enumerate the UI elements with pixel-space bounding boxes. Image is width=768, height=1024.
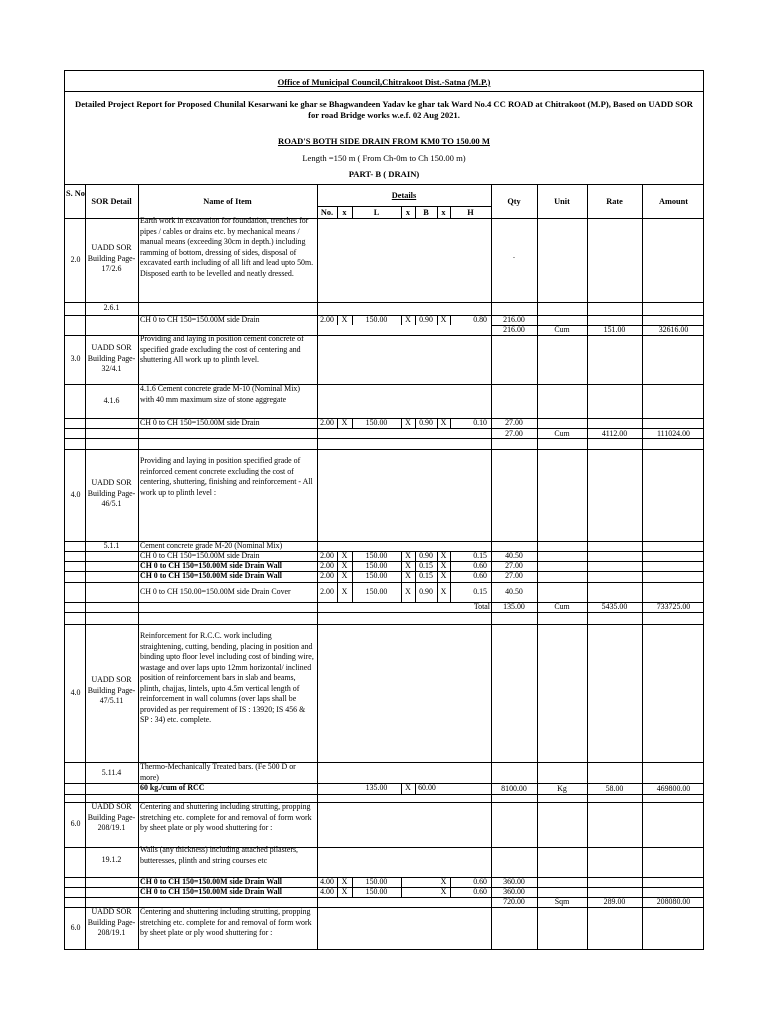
amount: 111024.00 — [657, 429, 690, 438]
measurement-line: CH 0 to CH 150=150.00M side Drain — [140, 551, 260, 560]
measure-no: 2.00 — [320, 571, 334, 580]
sor-reference: UADD SOR Building Page-208/19.1 — [87, 907, 136, 937]
measure-b: 0.90 — [419, 587, 433, 596]
stray-dot: . — [513, 251, 515, 260]
item-sno: 2.0 — [70, 255, 81, 264]
measure-l: 150.00 — [365, 418, 388, 427]
line-qty: 27.00 — [505, 561, 523, 570]
measure-l: 150.00 — [365, 571, 388, 580]
measure-x: X — [440, 551, 447, 560]
measure-l: 150.00 — [365, 587, 388, 596]
length-note: Length =150 m ( From Ch-0m to Ch 150.00 m) — [302, 153, 466, 163]
measurement-line: CH 0 to CH 150.00=150.00M side Drain Cover — [140, 587, 291, 596]
measure-x: X — [440, 315, 447, 324]
measurement-line: CH 0 to CH 150=150.00M side Drain Wall — [140, 877, 282, 886]
measure-b: 0.90 — [419, 315, 433, 324]
item-sno: 6.0 — [70, 923, 81, 932]
total-qty: 720.00 — [503, 897, 525, 906]
header-h: H — [467, 208, 474, 217]
item-description: Earth work in excavation for foundation, trenches for pipes / cables or drains etc. by mechanical means / manual means (exceeding 30cm in depth.) including ramming of bottom, dressing of sides, disposal of excavated earth including of all lift and lead upto 50m. Disposed earth to be levelled and neatly dressed. — [140, 216, 314, 278]
amount: 32616.00 — [658, 325, 689, 334]
amount: 208080.00 — [656, 897, 691, 906]
measure-b: 0.15 — [419, 571, 433, 580]
rule-title-top — [65, 91, 703, 92]
measure-x: X — [405, 315, 411, 324]
measure-no: 2.00 — [320, 551, 334, 560]
header-name: Name of Item — [203, 197, 252, 206]
unit: Cum — [554, 325, 570, 334]
measure-x: X — [341, 418, 348, 427]
line-qty: 27.00 — [505, 418, 523, 427]
header-x1: x — [342, 208, 347, 217]
rule-details-sub — [317, 206, 491, 207]
measure-b: 0.90 — [419, 418, 433, 427]
item-description: Providing and laying in position specified grade of reinforced cement concrete excluding the cost of centering, shuttering, finishing and reinforcement - All work up to plinth level : — [140, 456, 313, 497]
measure-x: X — [341, 887, 348, 896]
sub-item-code: 19.1.2 — [101, 855, 122, 864]
sub-item-code: 4.1.6 — [103, 396, 120, 405]
unit: Cum — [554, 602, 570, 611]
measure-b: 0.15 — [419, 561, 433, 570]
sub-item-description: Walls (any thickness) including attached pilasters, butteresses, plinth and string courses etc — [140, 845, 299, 865]
sor-reference: UADD SOR Building Page-17/2.6 — [87, 243, 136, 273]
office-title: Office of Municipal Council,Chitrakoot Dist.-Satna (M.P.) — [277, 77, 491, 87]
rate: 5435.00 — [601, 602, 628, 611]
total-label: Total — [473, 602, 490, 611]
unit: Sqm — [554, 897, 570, 906]
measure-h: 0.60 — [473, 877, 487, 886]
header-sno: S. No — [66, 189, 85, 198]
measure-h: 0.60 — [473, 561, 487, 570]
header-details: Details — [391, 191, 417, 200]
rule-i4-start — [65, 624, 703, 625]
sub-item-description: 4.1.6 Cement concrete grade M-10 (Nominal Mix) with 40 mm maximum size of stone aggregate — [140, 384, 300, 404]
measure-x: X — [341, 877, 348, 886]
measure-x: X — [405, 783, 411, 792]
total-qty: 135.00 — [503, 602, 525, 611]
sub-item-code: 2.6.1 — [103, 303, 120, 312]
measure-l: 135.00 — [365, 783, 388, 792]
measure-l: 150.00 — [365, 887, 388, 896]
estimate-sheet — [64, 70, 704, 950]
measure-l: 150.00 — [365, 315, 388, 324]
item-description: Centering and shuttering including strutting, propping stretching etc. complete for and removal of form work by sheet plate or ply wood shuttering for : — [140, 802, 312, 832]
detail-rule-l — [401, 877, 402, 897]
col-rule-unit — [587, 184, 588, 950]
line-qty: 40.50 — [505, 587, 523, 596]
sor-reference: UADD SOR Building Page-46/5.1 — [87, 478, 136, 508]
header-x2: x — [405, 208, 411, 217]
measure-x: X — [405, 571, 411, 580]
rate: 4112.00 — [601, 429, 628, 438]
rule-header-top — [65, 184, 703, 185]
measurement-line: CH 0 to CH 150=150.00M side Drain Wall — [140, 561, 282, 570]
item-description: Centering and shuttering including strutting, propping stretching etc. complete for and removal of form work by sheet plate or ply wood shuttering for : — [140, 907, 312, 937]
sub-item-description: Thermo-Mechanically Treated bars. (Fe 500 D or more) — [140, 762, 296, 782]
sor-reference: UADD SOR Building Page-47/5.11 — [87, 675, 136, 705]
line-qty: 27.00 — [505, 571, 523, 580]
header-b: B — [423, 208, 429, 217]
measure-b: 0.90 — [419, 551, 433, 560]
total-qty: 8100.00 — [501, 784, 527, 793]
header-sor: SOR Detail — [91, 197, 132, 206]
measure-x: X — [440, 418, 447, 427]
amount: 469800.00 — [656, 784, 691, 793]
measurement-line: CH 0 to CH 150=150.00M side Drain Wall — [140, 571, 282, 580]
measure-no: 2.00 — [320, 587, 334, 596]
measure-x: X — [341, 551, 348, 560]
col-rule-rate — [642, 184, 643, 950]
part-title: PART- B ( DRAIN) — [348, 169, 420, 179]
sor-reference: UADD SOR Building Page-32/4.1 — [87, 343, 136, 373]
col-rule-sno — [85, 184, 86, 950]
measure-l: 150.00 — [365, 561, 388, 570]
measure-no: 4.00 — [320, 887, 334, 896]
line-qty: 360.00 — [503, 877, 525, 886]
measure-x: X — [405, 587, 411, 596]
measure-no: 2.00 — [320, 418, 334, 427]
measurement-line: 60 kg./cum of RCC — [140, 783, 205, 792]
header-l: L — [373, 208, 380, 217]
measure-b: 60.00 — [418, 783, 436, 792]
item-description: Reinforcement for R.C.C. work including straightening, cutting, bending, placing in position and binding upto floor level including cost of binding wire, wastage and over laps upto 12mm horizontal/ inclined position of reinforcement bars in slab and beams, plinth, chajjas, lintels, upto 4.5m vertical length of reinforcement in wall columns (over laps shall be provided as per requirement of IS : 13920; IS 456 & SP : 34) etc. complete. — [140, 631, 314, 724]
header-x3: x — [441, 208, 446, 217]
measure-x: X — [440, 877, 447, 886]
measure-x: X — [405, 551, 411, 560]
header-amount: Amount — [658, 197, 689, 206]
header-unit: Unit — [554, 197, 570, 206]
measure-x: X — [440, 561, 447, 570]
measure-x: X — [341, 561, 348, 570]
rate: 58.00 — [605, 784, 624, 793]
rule-i3-start — [65, 449, 703, 450]
col-rule-sor — [138, 184, 139, 950]
measure-h: 0.10 — [473, 418, 487, 427]
measure-no: 4.00 — [320, 877, 334, 886]
item-description: Providing and laying in position cement concrete of specified grade excluding the cost of centering and shuttering All work up to plinth level. — [140, 334, 304, 364]
rate: 289.00 — [603, 897, 626, 906]
col-rule-qty — [537, 184, 538, 950]
measurement-line: CH 0 to CH 150=150.00M side Drain — [140, 315, 260, 324]
measurement-line: CH 0 to CH 150=150.00M side Drain Wall — [140, 887, 282, 896]
road-title: ROAD'S BOTH SIDE DRAIN FROM KM0 TO 150.00 M — [278, 136, 490, 146]
measure-h: 0.60 — [473, 571, 487, 580]
header-no: No. — [320, 208, 334, 217]
unit: Cum — [554, 429, 570, 438]
total-qty: 216.00 — [503, 325, 525, 334]
measure-l: 150.00 — [365, 551, 388, 560]
measure-x: X — [405, 418, 411, 427]
project-title: Detailed Project Report for Proposed Chunilal Kesarwani ke ghar se Bhagwandeen Yadav ke ghar tak Ward No.4 CC ROAD at Chitrakoot (M.P), Based on UADD SOR for road Bridge works w.e.f. 02 Aug 2021. — [75, 99, 693, 120]
header-rate: Rate — [606, 197, 623, 206]
rule-i3-l4 — [65, 582, 703, 583]
measure-x: X — [440, 887, 447, 896]
item-sno: 4.0 — [70, 688, 81, 697]
rule-i1-sub — [65, 302, 703, 303]
measure-x: X — [341, 571, 348, 580]
sor-reference: UADD SOR Building Page-208/19.1 — [87, 802, 136, 832]
line-qty: 216.00 — [503, 315, 525, 324]
line-qty: 360.00 — [503, 887, 525, 896]
measure-h: 0.60 — [473, 887, 487, 896]
sub-item-code: 5.11.4 — [101, 768, 122, 777]
rate: 151.00 — [603, 325, 626, 334]
measure-x: X — [341, 315, 348, 324]
header-qty: Qty — [507, 197, 521, 206]
measure-x: X — [440, 587, 447, 596]
measure-l: 150.00 — [365, 877, 388, 886]
sub-item-code: 5.1.1 — [103, 541, 120, 550]
item-sno: 3.0 — [70, 354, 81, 363]
measure-h: 0.15 — [473, 551, 487, 560]
measure-x: X — [341, 587, 348, 596]
measure-x: X — [440, 571, 447, 580]
measurement-line: CH 0 to CH 150=150.00M side Drain — [140, 418, 260, 427]
line-qty: 40.50 — [505, 551, 523, 560]
measure-h: 0.15 — [473, 587, 487, 596]
measure-h: 0.80 — [473, 315, 487, 324]
item-sno: 4.0 — [70, 490, 81, 499]
measure-x: X — [405, 561, 411, 570]
amount: 733725.00 — [656, 602, 691, 611]
sub-item-description: Cement concrete grade M-20 (Nominal Mix) — [140, 541, 283, 550]
item-sno: 6.0 — [70, 819, 81, 828]
measure-no: 2.00 — [320, 315, 334, 324]
unit: Kg — [557, 784, 567, 793]
measure-no: 2.00 — [320, 561, 334, 570]
total-qty: 27.00 — [505, 429, 523, 438]
